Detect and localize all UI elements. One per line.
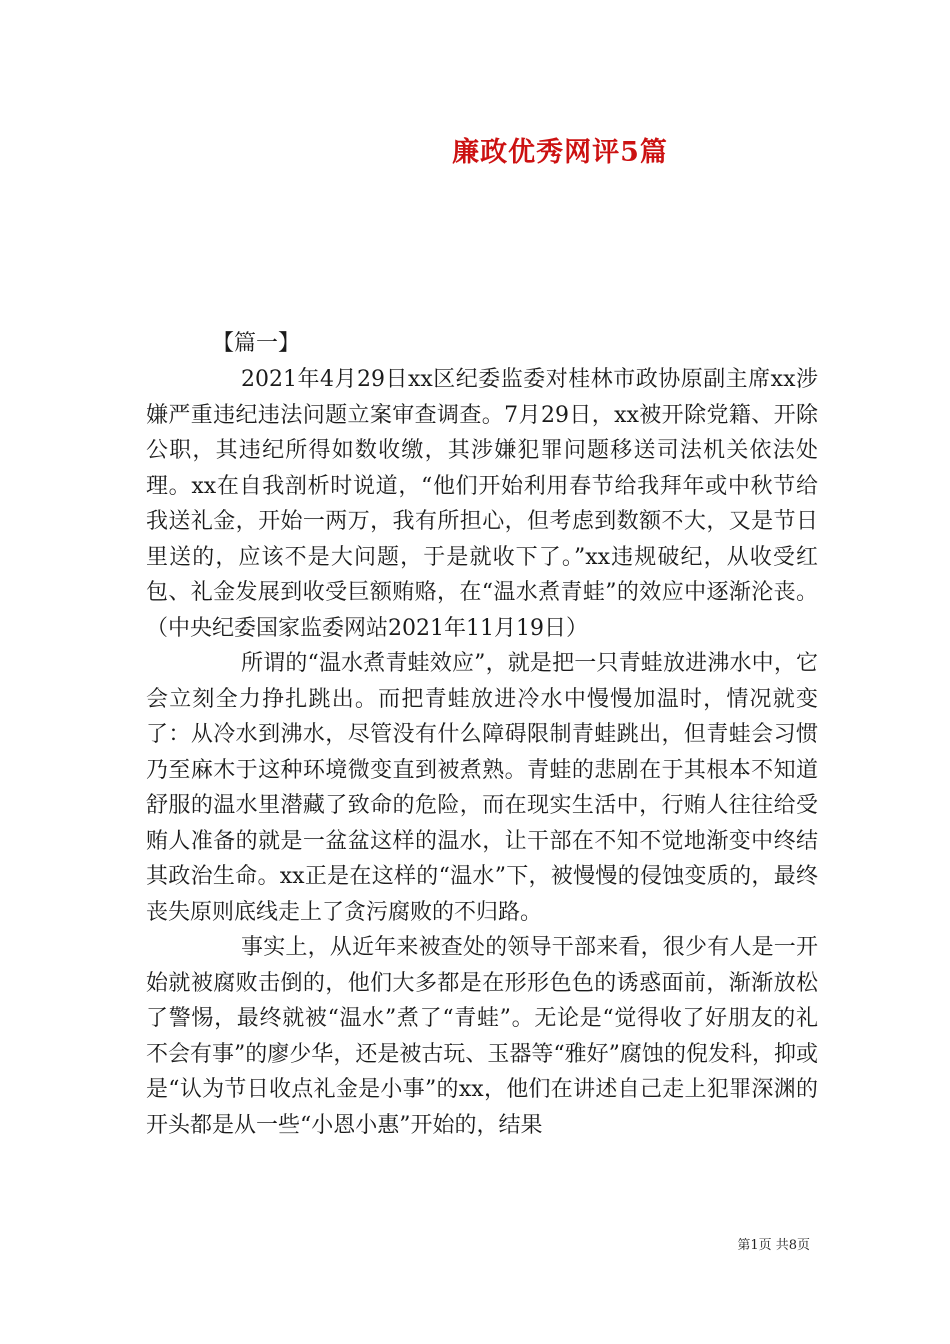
document-title: 廉政优秀网评5篇 [452,137,668,168]
body-text [146,362,818,1143]
page-footer: 第1页 共8页 [737,1238,810,1253]
paragraph-1: 2021年4月29日xx区纪委监委对桂林市政协原副主席xx涉嫌严重违纪违法问题立案审查调查。7月29日，xx被开除党籍、开除公职，其违纪所得如数收缴，其涉嫌犯罪问题移送司法机关依法处理。xx在自我剖析时说道，“他们开始利用春节给我拜年或中秋节给我送礼金，开始一两万，我有所担心，但考虑到数额不大，又是节日里送的，应该不是大问题，于是就收下了。”xx违规破纪，从收受红包、礼金发展到收受巨额贿赂，在“温水煮青蛙”的效应中逐渐沦丧。（中央纪委国家监委网站2021年11月19日） [146,367,818,641]
paragraph-2: 所谓的“温水煮青蛙效应”，就是把一只青蛙放进沸水中，它会立刻全力挣扎跳出。而把青蛙放进冷水中慢慢加温时，情况就变了：从冷水到沸水，尽管没有什么障碍限制青蛙跳出，但青蛙会习惯乃至麻木于这种环境微变直到被煮熟。青蛙的悲剧在于其根本不知道舒服的温水里潜藏了致命的危险，而在现实生活中，行贿人往往给受贿人准备的就是一盆盆这样的温水，让干部在不知不觉地渐变中终结其政治生命。xx正是在这样的“温水”下，被慢慢的侵蚀变质的，最终丧失原则底线走上了贪污腐败的不归路。 [146,651,818,925]
paragraph-3: 事实上，从近年来被查处的领导干部来看，很少有人是一开始就被腐败击倒的，他们大多都是在形形色色的诱惑面前，渐渐放松了警惕，最终就被“温水”煮了“青蛙”。无论是“觉得收了好朋友的礼不会有事”的廖少华，还是被古玩、玉器等“雅好”腐蚀的倪发科，抑或是“认为节日收点礼金是小事”的xx，他们在讲述自己走上犯罪深渊的开头都是从一些“小恩小惠”开始的，结果 [146,935,818,1138]
section-heading: 【篇一】 [212,331,301,356]
